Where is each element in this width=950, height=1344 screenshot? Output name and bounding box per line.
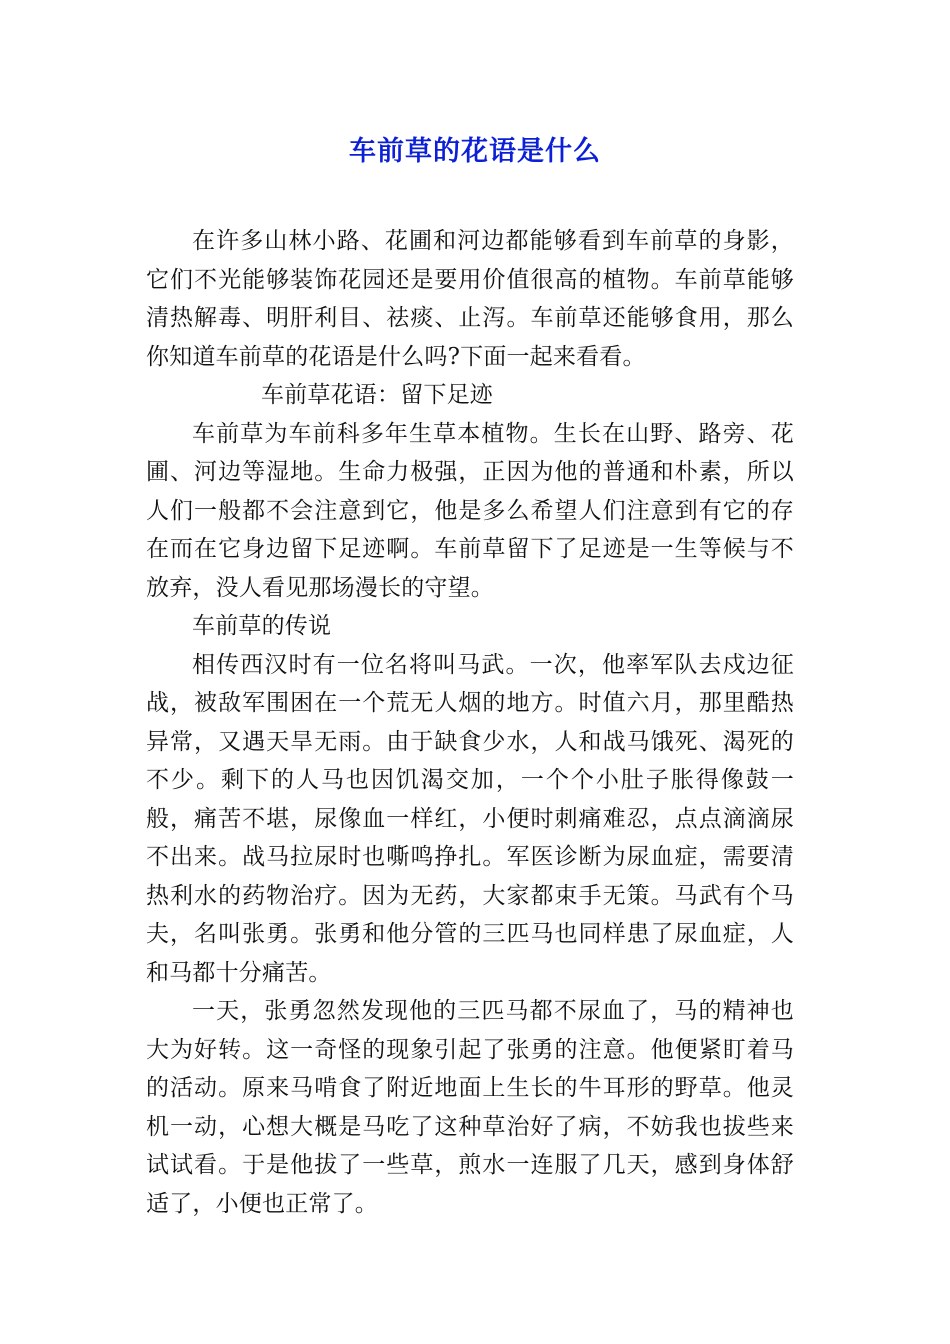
legend-paragraph-1: 相传西汉时有一位名将叫马武。一次，他率军队去戍边征战，被敌军围困在一个荒无人烟的地方。时值六月，那里酷热异常，又遇天旱无雨。由于缺食少水，人和战马饿死、渴死的不少。剩下的人马也因饥渴交加，一个个小肚子胀得像鼓一般，痛苦不堪，尿像血一样红，小便时刺痛难忍，点点滴滴尿不出来。战马拉尿时也嘶鸣挣扎。军医诊断为尿血症，需要清热利水的药物治疗。因为无药，大家都束手无策。马武有个马夫，名叫张勇。张勇和他分管的三匹马也同样患了尿血症，人和马都十分痛苦。: [146, 651, 794, 986]
intro-paragraph: 在许多山林小路、花圃和河边都能够看到车前草的身影，它们不光能够装饰花园还是要用价值很高的植物。车前草能够清热解毒、明肝利目、祛痰、止泻。车前草还能够食用，那么你知道车前草的花语是什么吗?下面一起来看看。: [146, 228, 794, 370]
flower-language-line: 车前草花语：留下足迹: [261, 382, 493, 408]
document-body: [146, 222, 794, 1223]
legend-heading: 车前草的传说: [192, 613, 332, 639]
document-title: 车前草的花语是什么: [349, 136, 601, 167]
description-paragraph: 车前草为车前科多年生草本植物。生长在山野、路旁、花圃、河边等湿地。生命力极强，正因为他的普通和朴素，所以人们一般都不会注意到它，他是多么希望人们注意到有它的存在而在它身边留下足迹啊。车前草留下了足迹是一生等候与不放弃，没人看见那场漫长的守望。: [146, 420, 794, 601]
legend-paragraph-2: 一天，张勇忽然发现他的三匹马都不尿血了，马的精神也大为好转。这一奇怪的现象引起了张勇的注意。他便紧盯着马的活动。原来马啃食了附近地面上生长的牛耳形的野草。他灵机一动，心想大概是马吃了这种草治好了病，不妨我也拔些来试试看。于是他拔了一些草，煎水一连服了几天，感到身体舒适了，小便也正常了。: [146, 998, 794, 1217]
